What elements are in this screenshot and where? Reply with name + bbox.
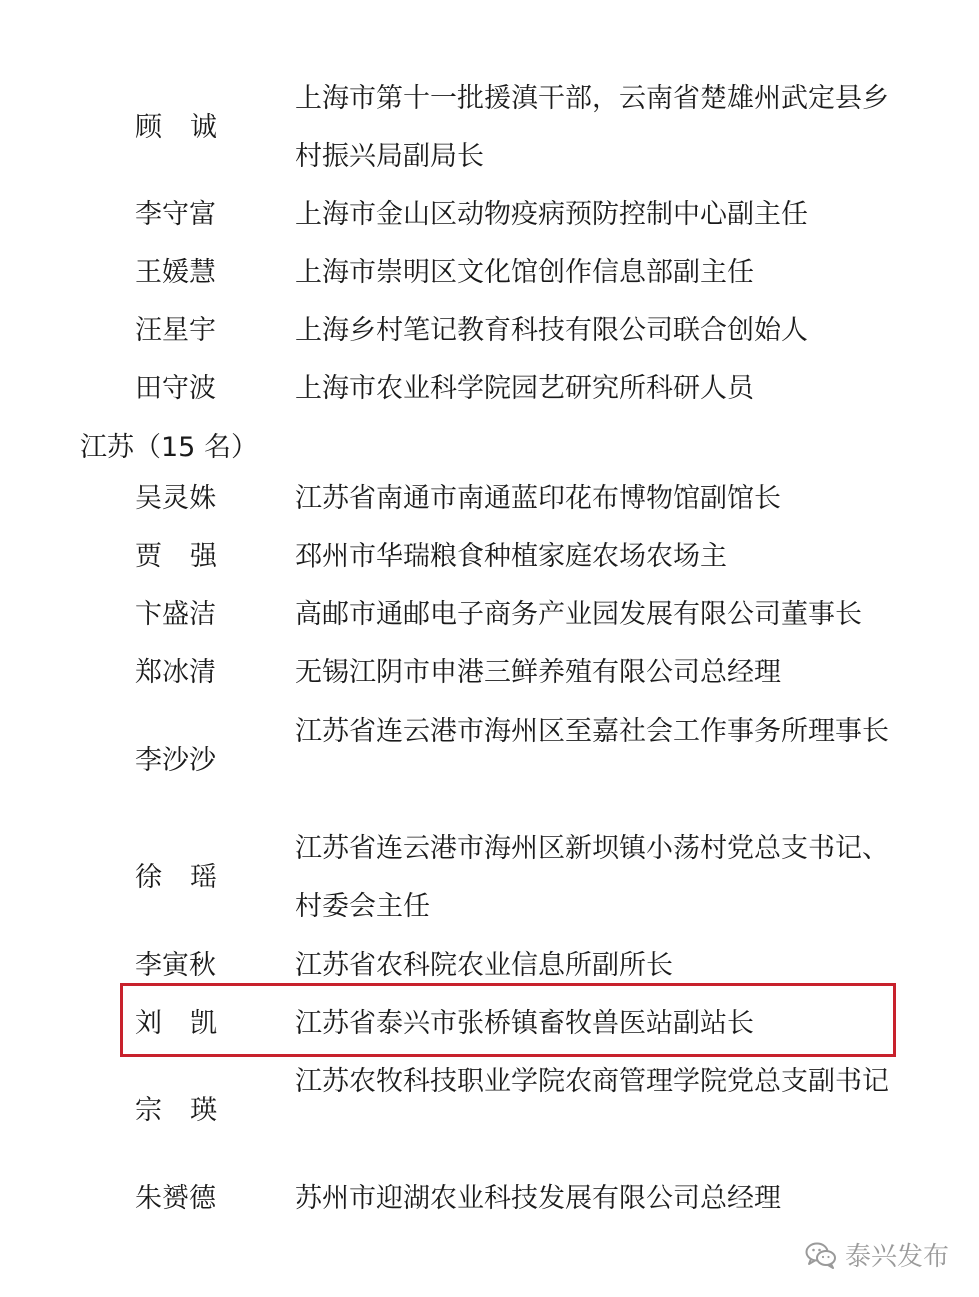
person-name: 郑冰清 — [135, 657, 216, 688]
section-heading: 江苏（15 名） — [80, 432, 258, 463]
person-name: 宗瑛 — [135, 1095, 245, 1126]
person-name: 李沙沙 — [135, 745, 216, 776]
person-title: 上海市农业科学院园艺研究所科研人员 — [295, 373, 754, 404]
person-name: 徐瑶 — [135, 862, 245, 893]
person-title: 江苏省农科院农业信息所副所长 — [295, 950, 673, 981]
person-name: 王媛慧 — [135, 257, 216, 288]
person-title: 邳州市华瑞粮食种植家庭农场农场主 — [295, 541, 727, 572]
person-title: 江苏省泰兴市张桥镇畜牧兽医站副站长 — [295, 1008, 754, 1039]
person-name: 贾强 — [135, 541, 245, 572]
highlight-box — [120, 983, 896, 1057]
person-name: 田守波 — [135, 373, 216, 404]
person-title: 上海市金山区动物疫病预防控制中心副主任 — [295, 199, 808, 230]
person-title: 江苏农牧科技职业学院农商管理学院党总支副书记 — [295, 1066, 889, 1097]
person-name: 汪星宇 — [135, 315, 216, 346]
person-name: 吴灵姝 — [135, 483, 216, 514]
person-name: 李寅秋 — [135, 950, 216, 981]
wechat-icon — [805, 1241, 837, 1269]
person-name: 卞盛洁 — [135, 599, 216, 630]
person-name: 顾诚 — [135, 112, 245, 143]
person-title: 无锡江阴市申港三鲜养殖有限公司总经理 — [295, 657, 781, 688]
person-title: 江苏省连云港市海州区新坝镇小荡村党总支书记、村委会主任 — [295, 833, 889, 922]
person-title: 苏州市迎湖农业科技发展有限公司总经理 — [295, 1183, 781, 1214]
person-name: 刘凯 — [135, 1008, 245, 1039]
person-title: 上海市崇明区文化馆创作信息部副主任 — [295, 257, 754, 288]
person-title: 江苏省南通市南通蓝印花布博物馆副馆长 — [295, 483, 781, 514]
watermark-text: 泰兴发布 — [844, 1242, 949, 1272]
person-title: 江苏省连云港市海州区至嘉社会工作事务所理事长 — [295, 716, 889, 747]
watermark — [805, 1236, 949, 1273]
person-title: 上海市第十一批援滇干部，云南省楚雄州武定县乡村振兴局副局长 — [295, 83, 889, 172]
person-name: 朱赟德 — [135, 1183, 216, 1214]
person-title: 上海乡村笔记教育科技有限公司联合创始人 — [295, 315, 808, 346]
person-title: 高邮市通邮电子商务产业园发展有限公司董事长 — [295, 599, 862, 630]
person-name: 李守富 — [135, 199, 216, 230]
